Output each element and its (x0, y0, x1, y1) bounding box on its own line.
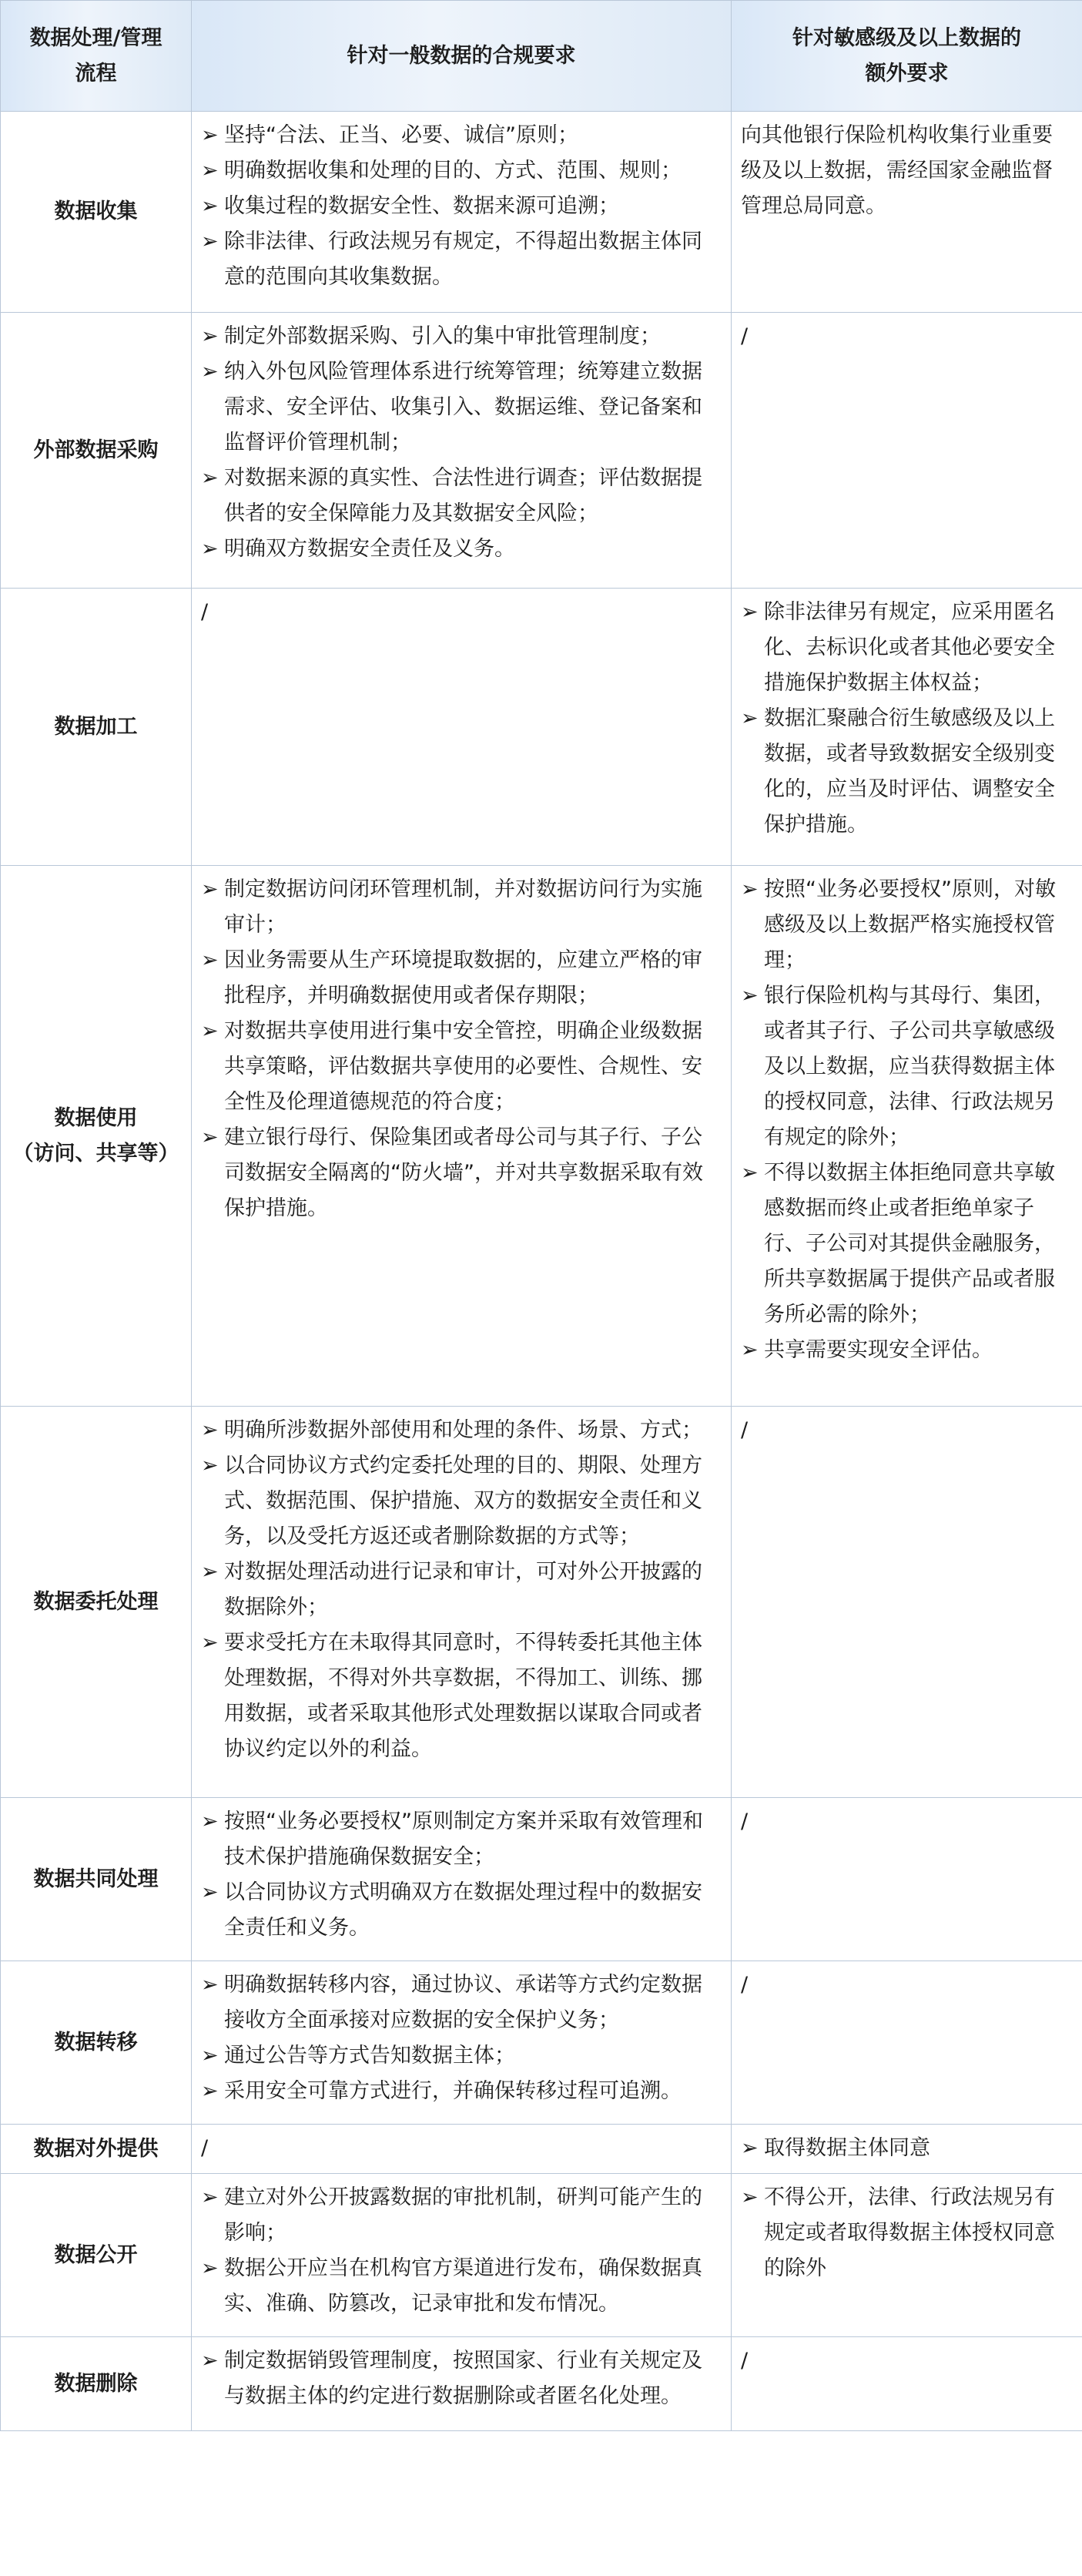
sensitive-requirement-text: / (741, 1810, 749, 1833)
sensitive-requirement-cell (732, 2337, 1082, 2431)
bullet-arrow-icon: ➢ (201, 537, 219, 561)
list-item-text: 不得以数据主体拒绝同意共享敏感数据而终止或者拒绝单家子行、子公司对其提供金融服务，所共享数据属于提供产品或者服务所必需的除外； (764, 1161, 1055, 1327)
sensitive-requirement-text: 向其他银行保险机构收集行业重要级及以上数据，需经国家金融监督管理总局同意。 (741, 123, 1053, 218)
general-requirement-cell (192, 1961, 732, 2125)
bullet-arrow-icon: ➢ (201, 1125, 219, 1149)
list-item-text: 对数据处理活动进行记录和审计，可对外公开披露的数据除外； (224, 1560, 702, 1619)
sensitive-requirement-list (741, 872, 1073, 1368)
list-item (741, 1333, 1073, 1368)
list-item (201, 1967, 722, 2038)
list-item-text: 收集过程的数据安全性、数据来源可追溯； (224, 194, 619, 218)
list-item-text: 数据汇聚融合衍生敏感级及以上数据，或者导致数据安全级别变化的，应当及时评估、调整安全保护措施。 (764, 706, 1055, 837)
list-item (741, 701, 1073, 843)
bullet-arrow-icon: ➢ (741, 2136, 759, 2160)
list-item-text: 建立对外公开披露数据的审批机制，研判可能产生的影响； (224, 2185, 702, 2245)
general-requirement-cell (192, 112, 732, 313)
sensitive-requirement-cell (732, 1407, 1082, 1798)
general-requirement-cell (192, 1798, 732, 1961)
stage-cell (1, 2174, 192, 2337)
list-item (201, 224, 722, 295)
stage-cell (1, 1798, 192, 1961)
list-item (201, 1875, 722, 1946)
sensitive-requirement-text: / (741, 1973, 749, 1997)
table-row (1, 866, 1082, 1407)
table-row (1, 313, 1082, 589)
list-item (201, 461, 722, 532)
bullet-arrow-icon: ➢ (201, 1973, 219, 1997)
list-item (741, 2131, 1073, 2166)
bullet-arrow-icon: ➢ (201, 2349, 219, 2373)
general-requirement-cell (192, 2125, 732, 2174)
general-requirement-list (201, 1967, 722, 2109)
sensitive-requirement-cell (732, 2125, 1082, 2174)
sensitive-requirement-list (741, 2131, 1073, 2166)
bullet-arrow-icon: ➢ (201, 1631, 219, 1655)
sensitive-requirement-cell (732, 2174, 1082, 2337)
stage-cell (1, 866, 192, 1407)
list-item (201, 2180, 722, 2251)
table-row (1, 1961, 1082, 2125)
sensitive-requirement-cell (732, 589, 1082, 866)
bullet-arrow-icon: ➢ (201, 123, 219, 147)
list-item (201, 1014, 722, 1120)
table-row (1, 1798, 1082, 1961)
list-item (201, 1448, 722, 1555)
list-item (201, 2251, 722, 2322)
bullet-arrow-icon: ➢ (741, 984, 759, 1008)
stage-cell (1, 1961, 192, 2125)
list-item (741, 872, 1073, 978)
header-general-requirements-line: 针对一般数据的合规要求 (347, 43, 576, 68)
stage-cell (1, 589, 192, 866)
list-item (201, 532, 722, 567)
stage-name-line: 外部数据采购 (33, 438, 159, 462)
list-item-text: 坚持“合法、正当、必要、诚信”原则； (224, 123, 578, 147)
bullet-arrow-icon: ➢ (201, 159, 219, 183)
sensitive-requirement-cell (732, 313, 1082, 589)
list-item (201, 2038, 722, 2074)
list-item-text: 按照“业务必要授权”原则，对敏感级及以上数据严格实施授权管理； (764, 877, 1056, 972)
sensitive-requirement-cell (732, 1798, 1082, 1961)
bullet-arrow-icon: ➢ (741, 706, 759, 730)
stage-cell (1, 313, 192, 589)
list-item-text: 数据公开应当在机构官方渠道进行发布，确保数据真实、准确、防篡改，记录审批和发布情况。 (224, 2256, 702, 2316)
general-requirement-list (201, 319, 722, 567)
list-item-text: 取得数据主体同意 (764, 2136, 930, 2160)
list-item-text: 制定数据销毁管理制度，按照国家、行业有关规定及与数据主体的约定进行数据删除或者匿名化处理。 (224, 2349, 702, 2408)
table-row (1, 589, 1082, 866)
bullet-arrow-icon: ➢ (201, 466, 219, 490)
list-item-text: 除非法律另有规定，应采用匿名化、去标识化或者其他必要安全措施保护数据主体权益； (764, 600, 1055, 695)
general-requirement-cell (192, 313, 732, 589)
table-row (1, 2125, 1082, 2174)
list-item (741, 978, 1073, 1156)
bullet-arrow-icon: ➢ (201, 2079, 219, 2103)
stage-name-line: 数据转移 (54, 2030, 138, 2054)
list-item (201, 319, 722, 354)
list-item (201, 2343, 722, 2414)
list-item (201, 943, 722, 1014)
stage-cell (1, 2125, 192, 2174)
header-process-stage (1, 1, 192, 112)
stage-cell (1, 112, 192, 313)
bullet-arrow-icon: ➢ (201, 2256, 219, 2280)
stage-name-line: （访问、共享等） (12, 1141, 179, 1166)
list-item (201, 153, 722, 189)
list-item-text: 纳入外包风险管理体系进行统筹管理；统筹建立数据需求、安全评估、收集引入、数据运维、登记备案和监督评价管理机制； (224, 360, 702, 454)
list-item (201, 1625, 722, 1767)
list-item-text: 共享需要实现安全评估。 (764, 1338, 993, 1362)
list-item (201, 2074, 722, 2109)
stage-name-line: 数据公开 (54, 2242, 138, 2267)
stage-cell (1, 1407, 192, 1798)
list-item-text: 采用安全可靠方式进行，并确保转移过程可追溯。 (224, 2079, 682, 2103)
general-requirement-cell (192, 1407, 732, 1798)
list-item-text: 银行保险机构与其母行、集团，或者其子行、子公司共享敏感级及以上数据，应当获得数据主体的授权同意，法律、行政法规另有规定的除外； (764, 984, 1055, 1149)
table-row (1, 2174, 1082, 2337)
header-sensitive-requirements-line: 针对敏感级及以上数据的 (792, 25, 1021, 50)
bullet-arrow-icon: ➢ (741, 1338, 759, 1362)
sensitive-requirement-list (741, 595, 1073, 843)
list-item-text: 制定外部数据采购、引入的集中审批管理制度； (224, 324, 661, 348)
general-requirement-list (201, 1804, 722, 1946)
list-item (201, 1120, 722, 1226)
list-item (201, 1804, 722, 1875)
header-process-stage-line: 流程 (75, 61, 117, 86)
list-item-text: 建立银行母行、保险集团或者母公司与其子行、子公司数据安全隔离的“防火墙”，并对共享数据采取有效保护措施。 (224, 1125, 703, 1220)
bullet-arrow-icon: ➢ (201, 1418, 219, 1442)
bullet-arrow-icon: ➢ (741, 2185, 759, 2209)
list-item-text: 明确双方数据安全责任及义务。 (224, 537, 515, 561)
list-item (201, 872, 722, 943)
sensitive-requirement-cell (732, 112, 1082, 313)
bullet-arrow-icon: ➢ (201, 2044, 219, 2068)
header-row (1, 1, 1082, 112)
bullet-arrow-icon: ➢ (201, 324, 219, 348)
stage-name-line: 数据加工 (54, 714, 138, 739)
list-item (741, 595, 1073, 701)
sensitive-requirement-text: / (741, 324, 749, 348)
general-requirement-list (201, 872, 722, 1226)
list-item-text: 要求受托方在未取得其同意时，不得转委托其他主体处理数据，不得对外共享数据，不得加工、训练、挪用数据，或者采取其他形式处理数据以谋取合同或者协议约定以外的利益。 (224, 1631, 702, 1761)
table-row (1, 1407, 1082, 1798)
list-item (201, 1413, 722, 1448)
list-item (201, 118, 722, 153)
stage-name-line: 数据对外提供 (33, 2136, 159, 2161)
general-requirement-text: / (201, 2136, 209, 2160)
general-requirement-list (201, 2180, 722, 2322)
sensitive-requirement-cell (732, 1961, 1082, 2125)
stage-name-line: 数据共同处理 (33, 1867, 159, 1891)
list-item-text: 明确数据转移内容，通过协议、承诺等方式约定数据接收方全面承接对应数据的安全保护义务； (224, 1973, 702, 2032)
bullet-arrow-icon: ➢ (201, 2185, 219, 2209)
sensitive-requirement-cell (732, 866, 1082, 1407)
header-process-stage-line: 数据处理/管理 (29, 25, 162, 50)
bullet-arrow-icon: ➢ (741, 877, 759, 901)
stage-name-line: 数据委托处理 (33, 1589, 159, 1614)
bullet-arrow-icon: ➢ (201, 194, 219, 218)
list-item-text: 按照“业务必要授权”原则制定方案并采取有效管理和技术保护措施确保数据安全； (224, 1810, 703, 1869)
bullet-arrow-icon: ➢ (201, 1560, 219, 1584)
list-item-text: 对数据来源的真实性、合法性进行调查；评估数据提供者的安全保障能力及其数据安全风险； (224, 466, 702, 525)
bullet-arrow-icon: ➢ (201, 1019, 219, 1043)
general-requirement-cell (192, 589, 732, 866)
bullet-arrow-icon: ➢ (741, 600, 759, 624)
list-item-text: 除非法律、行政法规另有规定，不得超出数据主体同意的范围向其收集数据。 (224, 230, 702, 289)
bullet-arrow-icon: ➢ (201, 1454, 219, 1478)
bullet-arrow-icon: ➢ (201, 1810, 219, 1833)
general-requirement-list (201, 118, 722, 295)
sensitive-requirement-text: / (741, 1418, 749, 1442)
general-requirement-cell (192, 2337, 732, 2431)
list-item-text: 不得公开，法律、行政法规另有规定或者取得数据主体授权同意的除外 (764, 2185, 1055, 2280)
table-row (1, 2337, 1082, 2431)
stage-name-line: 数据删除 (54, 2371, 138, 2396)
list-item (201, 354, 722, 461)
bullet-arrow-icon: ➢ (201, 360, 219, 384)
list-item-text: 因业务需要从生产环境提取数据的，应建立严格的审批程序，并明确数据使用或者保存期限； (224, 948, 702, 1008)
stage-cell (1, 2337, 192, 2431)
general-requirement-cell (192, 2174, 732, 2337)
list-item-text: 明确所涉数据外部使用和处理的条件、场景、方式； (224, 1418, 702, 1442)
bullet-arrow-icon: ➢ (201, 948, 219, 972)
list-item-text: 明确数据收集和处理的目的、方式、范围、规则； (224, 159, 682, 183)
bullet-arrow-icon: ➢ (741, 1161, 759, 1185)
list-item-text: 制定数据访问闭环管理机制，并对数据访问行为实施审计； (224, 877, 702, 937)
list-item (741, 2180, 1073, 2286)
stage-name-line: 数据使用 (54, 1105, 138, 1130)
list-item-text: 以合同协议方式约定委托处理的目的、期限、处理方式、数据范围、保护措施、双方的数据安全责任和义务，以及受托方返还或者删除数据的方式等； (224, 1454, 702, 1548)
general-requirement-list (201, 1413, 722, 1767)
list-item (741, 1156, 1073, 1333)
list-item (201, 1555, 722, 1625)
bullet-arrow-icon: ➢ (201, 230, 219, 253)
list-item-text: 对数据共享使用进行集中安全管控，明确企业级数据共享策略，评估数据共享使用的必要性、合规性、安全性及伦理道德规范的符合度； (224, 1019, 702, 1114)
general-requirement-text: / (201, 600, 209, 624)
sensitive-requirement-list (741, 2180, 1073, 2286)
general-requirement-cell (192, 866, 732, 1407)
header-sensitive-requirements-line: 额外要求 (865, 61, 949, 86)
list-item-text: 通过公告等方式告知数据主体； (224, 2044, 515, 2068)
header-sensitive-requirements (732, 1, 1082, 112)
bullet-arrow-icon: ➢ (201, 1880, 219, 1904)
sensitive-requirement-text: / (741, 2349, 749, 2373)
header-general-requirements (192, 1, 732, 112)
bullet-arrow-icon: ➢ (201, 877, 219, 901)
list-item (201, 189, 722, 224)
general-requirement-list (201, 2343, 722, 2414)
stage-name-line: 数据收集 (54, 200, 138, 223)
list-item-text: 以合同协议方式明确双方在数据处理过程中的数据安全责任和义务。 (224, 1880, 702, 1940)
table-row (1, 112, 1082, 313)
